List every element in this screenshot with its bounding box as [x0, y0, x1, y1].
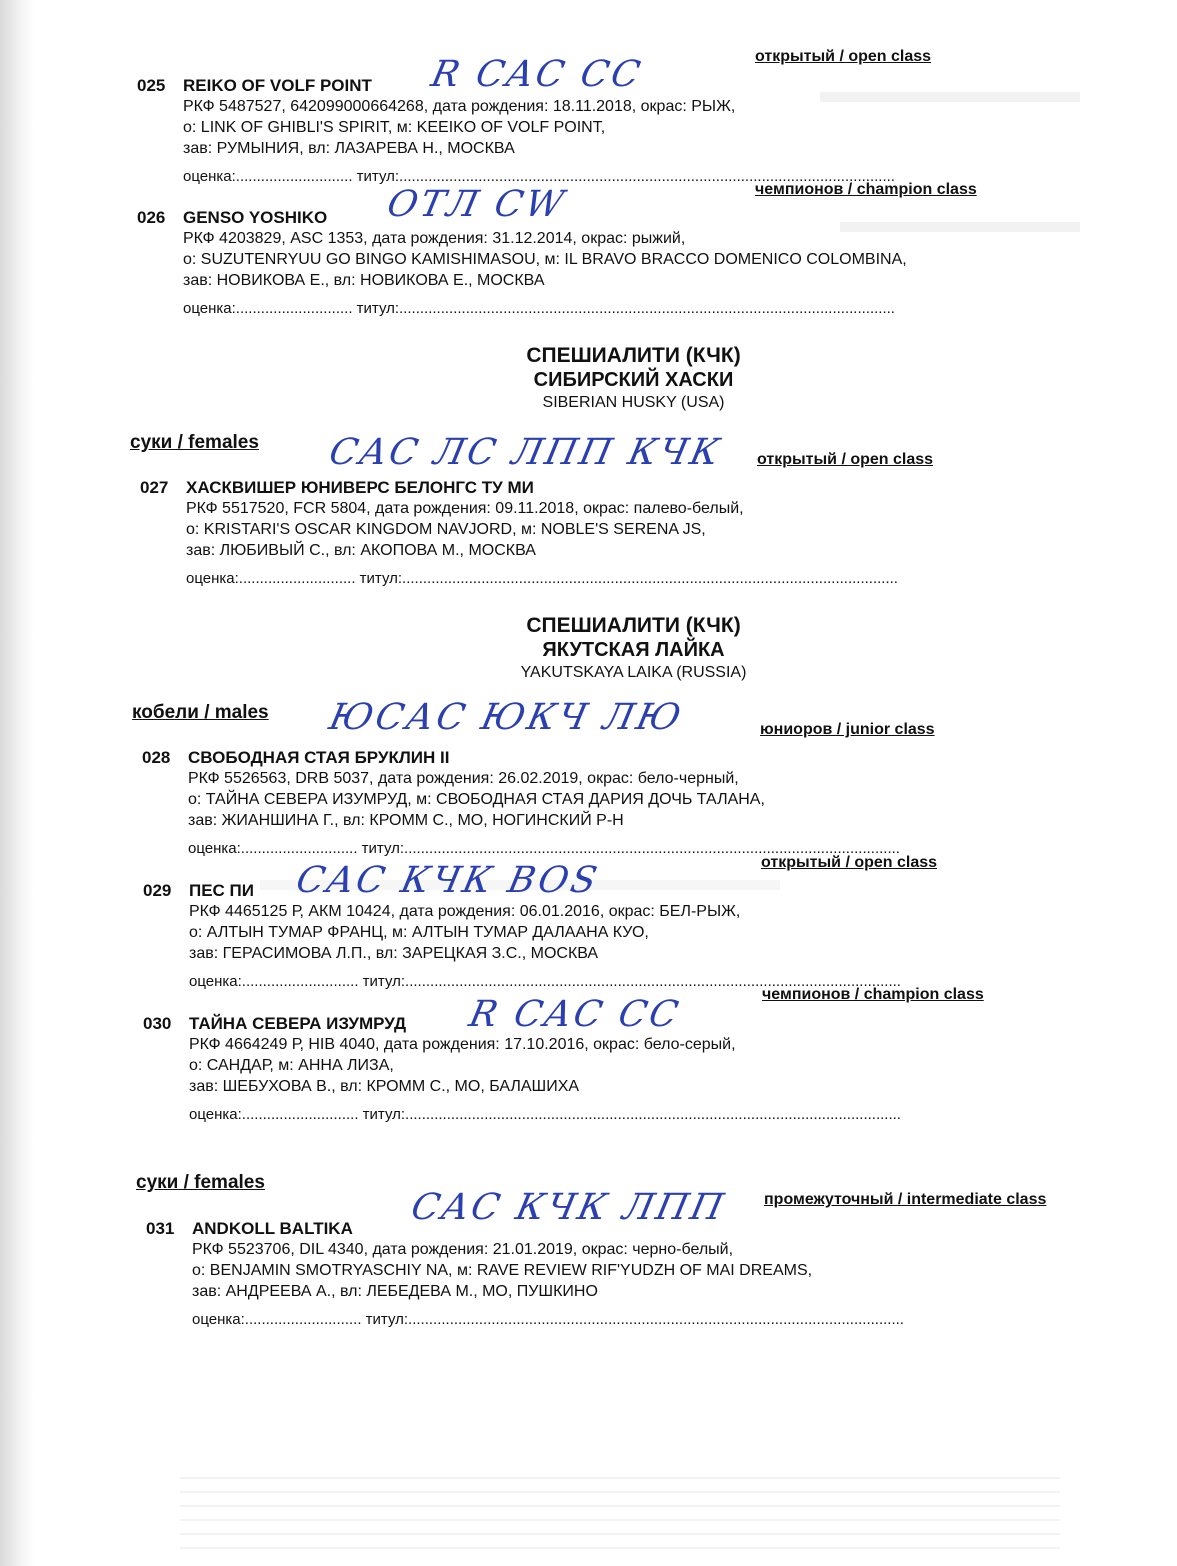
registration-line: РКФ 5517520, FCR 5804, дата рождения: 09.11.2018, окрас: палево-белый,: [186, 500, 744, 517]
grade-title-line: оценка:............................ титул:.......................................................................................................................: [189, 973, 901, 990]
breeder-owner-line: зав: ШЕБУХОВА В., вл: КРОММ С., МО, БАЛАШИХА: [189, 1078, 580, 1095]
class-label-champion: чемпионов / champion class: [755, 181, 977, 198]
dog-name: REIKO OF VOLF POINT: [183, 76, 372, 95]
entry-number: 030: [143, 1014, 172, 1033]
sex-label-males: кобели / males: [132, 702, 269, 723]
breed-name-en: SIBERIAN HUSKY (USA): [542, 394, 725, 411]
dog-name: ПЕС ПИ: [189, 881, 254, 900]
registration-line: РКФ 4465125 Р, АКМ 10424, дата рождения: 06.01.2016, окрас: БЕЛ-РЫЖ,: [189, 903, 741, 920]
dog-name: ТАЙНА СЕВЕРА ИЗУМРУД: [189, 1014, 407, 1033]
dog-name: СВОБОДНАЯ СТАЯ БРУКЛИН II: [188, 748, 450, 767]
parents-line: о: SUZUTENRYUU GO BINGO KAMISHIMASOU, м: IL BRAVO BRACCO DOMENICO COLOMBINA,: [183, 251, 907, 268]
entry-number: 025: [137, 76, 166, 95]
grade-title-line: оценка:............................ титул:.......................................................................................................................: [188, 840, 900, 857]
parents-line: о: АЛТЫН ТУМАР ФРАНЦ, м: АЛТЫН ТУМАР ДАЛААНА КУО,: [189, 924, 649, 941]
dog-entry-028: [142, 748, 1142, 868]
breeder-owner-line: зав: ЛЮБИВЫЙ С., вл: АКОПОВА М., МОСКВА: [186, 542, 536, 559]
handwritten-award: CAC КЧК BOS: [292, 860, 604, 901]
registration-line: РКФ 5487527, 642099000664268, дата рождения: 18.11.2018, окрас: РЫЖ,: [183, 98, 736, 115]
entry-number: 026: [137, 208, 166, 227]
entry-number: 031: [146, 1219, 175, 1238]
breeder-owner-line: зав: НОВИКОВА Е., вл: НОВИКОВА Е., МОСКВА: [183, 272, 545, 289]
sex-label-females: суки / females: [130, 432, 259, 453]
dog-entry-027: [140, 478, 1140, 598]
handwritten-award: R CAC CC: [427, 54, 647, 95]
dog-name: GENSO YOSHIKO: [183, 208, 328, 227]
handwritten-award: CAC КЧК ЛПП: [407, 1187, 730, 1228]
grade-title-line: оценка:............................ титул:.......................................................................................................................: [189, 1106, 901, 1123]
sex-label-females: суки / females: [136, 1172, 265, 1193]
class-label-open: открытый / open class: [761, 854, 938, 871]
handwritten-award: ЮСАС ЮКЧ ЛЮ: [325, 697, 688, 738]
handwritten-award: CAC ЛС ЛПП КЧК: [325, 432, 726, 473]
registration-line: РКФ 4203829, ASC 1353, дата рождения: 31.12.2014, окрас: рыжий,: [183, 230, 686, 247]
grade-title-line: оценка:............................ титул:.......................................................................................................................: [186, 570, 898, 587]
breeder-owner-line: зав: АНДРЕЕВА А., вл: ЛЕБЕДЕВА М., МО, ПУШКИНО: [192, 1283, 598, 1300]
breeder-owner-line: зав: ГЕРАСИМОВА Л.П., вл: ЗАРЕЦКАЯ З.С., МОСКВА: [189, 945, 599, 962]
class-label-champion: чемпионов / champion class: [762, 986, 984, 1003]
entry-number: 029: [143, 881, 172, 900]
grade-title-line: оценка:............................ титул:.......................................................................................................................: [183, 300, 895, 317]
class-label-junior: юниоров / junior class: [760, 721, 935, 738]
breed-name-ru: ЯКУТСКАЯ ЛАЙКА: [542, 639, 725, 661]
parents-line: о: ТАЙНА СЕВЕРА ИЗУМРУД, м: СВОБОДНАЯ СТАЯ ДАРИЯ ДОЧЬ ТАЛАНА,: [188, 791, 765, 808]
entry-number: 028: [142, 748, 171, 767]
specialty-heading-husky: [0, 344, 1177, 414]
specialty-title: СПЕШИАЛИТИ (КЧК): [526, 344, 741, 367]
breed-name-ru: СИБИРСКИЙ ХАСКИ: [533, 369, 734, 391]
dog-name: ХАСКВИШЕР ЮНИВЕРС БЕЛОНГС ТУ МИ: [186, 478, 534, 497]
class-label-open: открытый / open class: [757, 451, 934, 468]
registration-line: РКФ 5526563, DRB 5037, дата рождения: 26.02.2019, окрас: бело-черный,: [188, 770, 739, 787]
specialty-heading-laika: [0, 614, 1177, 684]
dog-entry-026: [137, 208, 1137, 328]
parents-line: о: BENJAMIN SMOTRYASCHIY NA, м: RAVE REVIEW RIF'YUDZH OF MAI DREAMS,: [192, 1262, 813, 1279]
bleed-through-4: [180, 1465, 1060, 1555]
parents-line: о: LINK OF GHIBLI'S SPIRIT, м: KEEIKO OF VOLF POINT,: [183, 119, 606, 136]
breeder-owner-line: зав: РУМЫНИЯ, вл: ЛАЗАРЕВА Н., МОСКВА: [183, 140, 515, 157]
parents-line: о: САНДАР, м: АННА ЛИЗА,: [189, 1057, 394, 1074]
breed-name-en: YAKUTSKAYA LAIKA (RUSSIA): [520, 664, 747, 681]
breeder-owner-line: зав: ЖИАНШИНА Г., вл: КРОММ С., МО, НОГИНСКИЙ Р-Н: [188, 812, 624, 829]
handwritten-award: ОТЛ CW: [383, 184, 570, 225]
registration-line: РКФ 4664249 Р, HIB 4040, дата рождения: 17.10.2016, окрас: бело-серый,: [189, 1036, 736, 1053]
class-label-intermediate: промежуточный / intermediate class: [764, 1191, 1047, 1208]
parents-line: о: KRISTARI'S OSCAR KINGDOM NAVJORD, м: NOBLE'S SERENA JS,: [186, 521, 706, 538]
specialty-title: СПЕШИАЛИТИ (КЧК): [526, 614, 741, 637]
scan-edge-shadow: [0, 0, 34, 1566]
entry-number: 027: [140, 478, 169, 497]
class-label-open: открытый / open class: [755, 48, 932, 65]
dog-entry-031: [146, 1219, 1146, 1339]
dog-name: ANDKOLL BALTIKA: [192, 1219, 353, 1238]
grade-title-line: оценка:............................ титул:.......................................................................................................................: [192, 1311, 904, 1328]
registration-line: РКФ 5523706, DIL 4340, дата рождения: 21.01.2019, окрас: черно-белый,: [192, 1241, 734, 1258]
grade-title-line: оценка:............................ титул:.......................................................................................................................: [183, 168, 895, 185]
handwritten-award: R CAC CC: [465, 994, 685, 1035]
